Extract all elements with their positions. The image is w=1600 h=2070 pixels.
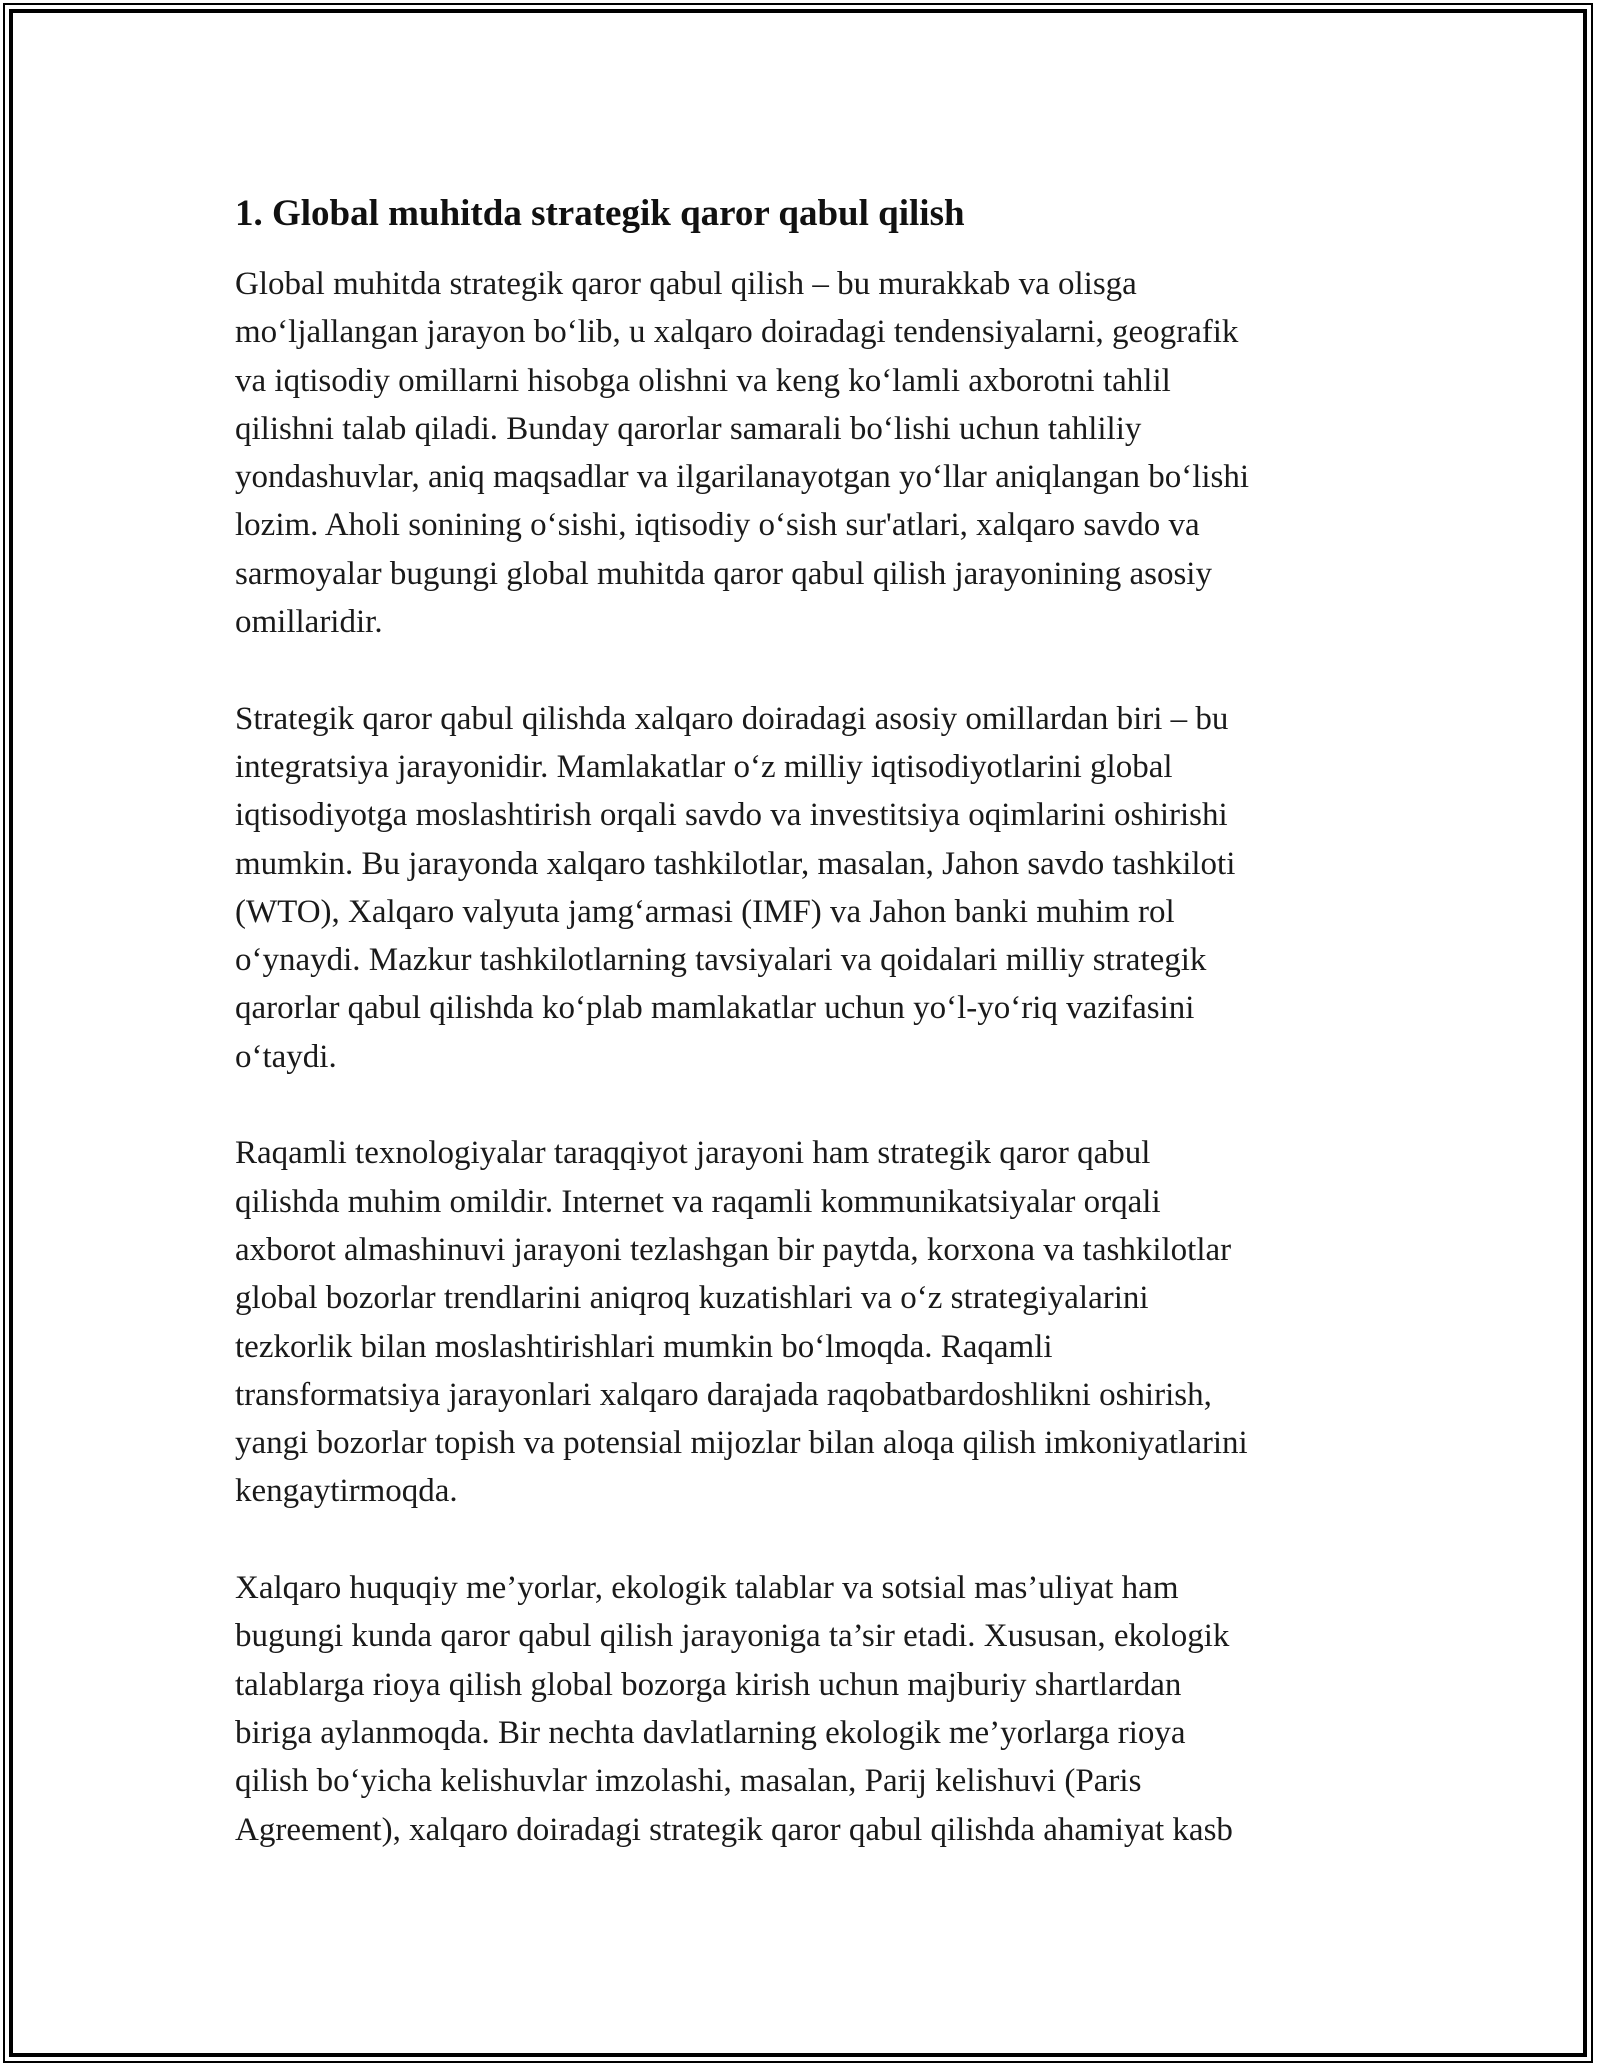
paragraph-line: integratsiya jarayonidir. Mamlakatlar o‘z milliy iqtisodiyotlarini global — [235, 748, 1173, 785]
paragraph-line: Raqamli texnologiyalar taraqqiyot jarayoni ham strategik qaror qabul — [235, 1135, 1151, 1172]
paragraph-line: o‘taydi. — [235, 1038, 337, 1075]
paragraph-line: sarmoyalar bugungi global muhitda qaror qabul qilish jarayonining asosiy — [235, 555, 1212, 592]
paragraph-line: qilish bo‘yicha kelishuvlar imzolashi, masalan, Parij kelishuvi (Paris — [235, 1763, 1142, 1800]
paragraph-line: o‘ynaydi. Mazkur tashkilotlarning tavsiyalari va qoidalari milliy strategik — [235, 942, 1207, 979]
paragraph-2 — [235, 695, 1375, 1081]
paragraph-line: (WTO), Xalqaro valyuta jamg‘armasi (IMF) va Jahon banki muhim rol — [235, 893, 1175, 930]
paragraph-4 — [235, 1564, 1375, 1854]
paragraph-1 — [235, 260, 1375, 646]
paragraph-line: omillaridir. — [235, 604, 383, 641]
paragraph-line: iqtisodiyotga moslashtirish orqali savdo va investitsiya oqimlarini oshirishi — [235, 797, 1228, 834]
paragraph-line: Agreement), xalqaro doiradagi strategik qaror qabul qilishda ahamiyat kasb — [235, 1811, 1233, 1848]
paragraph-line: tezkorlik bilan moslashtirishlari mumkin bo‘lmoqda. Raqamli — [235, 1328, 1053, 1365]
paragraph-line: mo‘ljallangan jarayon bo‘lib, u xalqaro doiradagi tendensiyalarni, geografik — [235, 314, 1239, 351]
paragraph-line: talablarga rioya qilish global bozorga kirish uchun majburiy shartlardan — [235, 1666, 1182, 1703]
paragraph-line: qarorlar qabul qilishda ko‘plab mamlakatlar uchun yo‘l-yo‘riq vazifasini — [235, 990, 1195, 1027]
paragraph-line: va iqtisodiy omillarni hisobga olishni va keng ko‘lamli axborotni tahlil — [235, 362, 1171, 399]
document-body — [235, 190, 1375, 1902]
paragraph-line: yondashuvlar, aniq maqsadlar va ilgarilanayotgan yo‘llar aniqlangan bo‘lishi — [235, 459, 1250, 496]
paragraph-line: qilishda muhim omildir. Internet va raqamli kommunikatsiyalar orqali — [235, 1183, 1161, 1220]
paragraph-line: biriga aylanmoqda. Bir nechta davlatlarning ekologik me’yorlarga rioya — [235, 1714, 1186, 1751]
paragraph-line: qilishni talab qiladi. Bunday qarorlar samarali bo‘lishi uchun tahliliy — [235, 410, 1142, 447]
paragraph-line: global bozorlar trendlarini aniqroq kuzatishlari va o‘z strategiyalarini — [235, 1280, 1149, 1317]
paragraph-line: transformatsiya jarayonlari xalqaro darajada raqobatbardoshlikni oshirish, — [235, 1376, 1212, 1413]
paragraph-line: Strategik qaror qabul qilishda xalqaro doiradagi asosiy omillardan biri – bu — [235, 700, 1229, 737]
paragraph-line: mumkin. Bu jarayonda xalqaro tashkilotlar, masalan, Jahon savdo tashkiloti — [235, 845, 1236, 882]
paragraph-line: Global muhitda strategik qaror qabul qilish – bu murakkab va olisga — [235, 266, 1137, 302]
paragraph-line: lozim. Aholi sonining o‘sishi, iqtisodiy o‘sish sur'atlari, xalqaro savdo va — [235, 507, 1200, 544]
paragraph-line: bugungi kunda qaror qabul qilish jarayoniga ta’sir etadi. Xususan, ekologik — [235, 1618, 1230, 1655]
paragraph-3 — [235, 1129, 1375, 1515]
paragraph-line: Xalqaro huquqiy me’yorlar, ekologik talablar va sotsial mas’uliyat ham — [235, 1570, 1179, 1607]
paragraph-line: kengaytirmoqda. — [235, 1473, 458, 1510]
paragraph-line: axborot almashinuvi jarayoni tezlashgan bir paytda, korxona va tashkilotlar — [235, 1231, 1232, 1268]
paragraph-line: yangi bozorlar topish va potensial mijozlar bilan aloqa qilish imkoniyatlarini — [235, 1425, 1248, 1462]
section-heading: 1. Global muhitda strategik qaror qabul qilish — [235, 193, 965, 234]
